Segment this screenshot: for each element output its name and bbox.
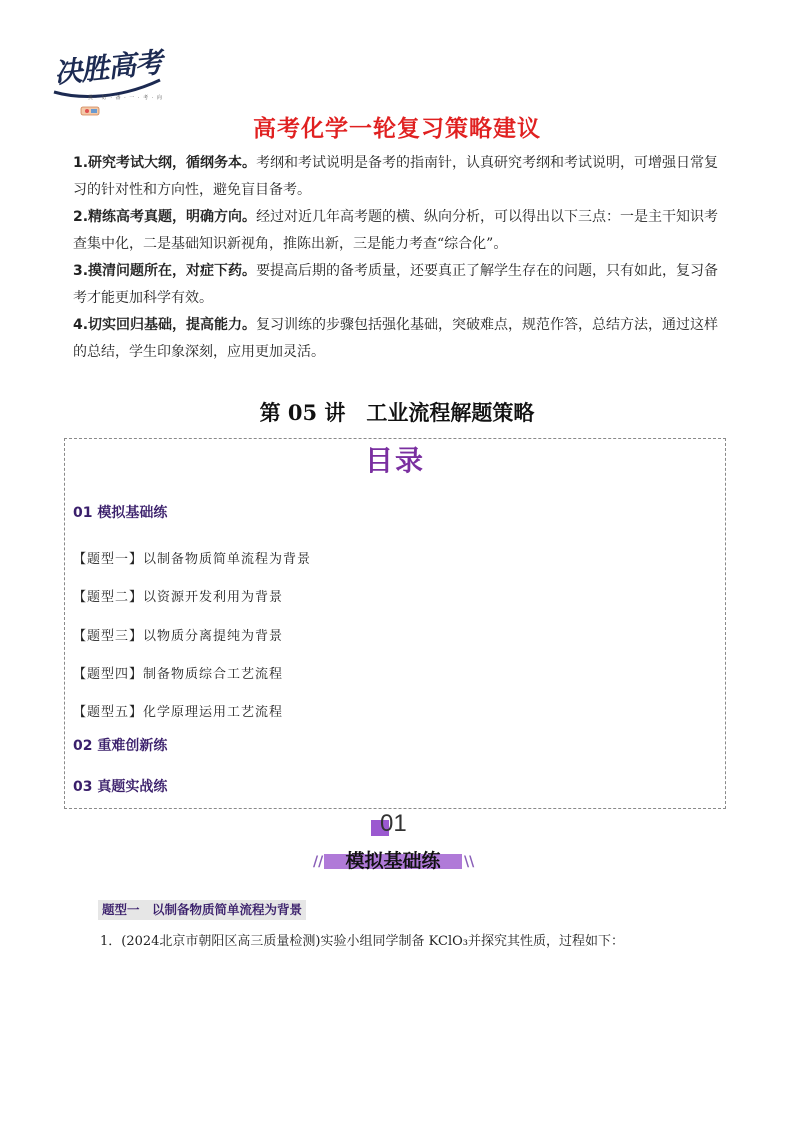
intro-paragraph-3 bbox=[73, 258, 725, 312]
section-right-slash-icon: \\ bbox=[464, 854, 475, 870]
logo-subtitle: 挑 · 好 · 备 · 一 · 考 · 向 bbox=[88, 95, 163, 101]
intro-heading-2: 2.精练高考真题，明确方向。 bbox=[73, 209, 257, 225]
lecture-number: 05 bbox=[287, 400, 318, 425]
toc-item-section-01[interactable]: 01 模拟基础练 bbox=[73, 505, 168, 521]
intro-text-3: 要提高后期的备考质量，还要真正了解学生存在的问题，只有如此，复习备考才能更加科学有效。 bbox=[73, 263, 719, 306]
intro-text-1: 考纲和考试说明是备考的指南针，认真研究考纲和考试说明，可增强日常复习的针对性和方向性，避免盲目备考。 bbox=[73, 155, 719, 198]
lecture-title bbox=[0, 397, 794, 427]
section-title-band bbox=[318, 846, 468, 872]
section-left-slash-icon: // bbox=[313, 854, 324, 870]
section-title: 模拟基础练 bbox=[345, 850, 441, 872]
toc-item-type-1[interactable]: 【题型一】以制备物质简单流程为背景 bbox=[73, 552, 312, 567]
intro-text-2: 经过对近几年高考题的横、纵向分析，可以得出以下三点：一是主干知识考查集中化，二是基础知识新视角，推陈出新，三是能力考查“综合化”。 bbox=[73, 209, 719, 252]
section-number: 01 bbox=[380, 810, 407, 837]
intro-section bbox=[73, 150, 725, 366]
intro-text-4: 复习训练的步骤包括强化基础，突破难点，规范作答，总结方法，通过这样的总结，学生印象深刻，应用更加灵活。 bbox=[73, 317, 719, 360]
table-of-contents bbox=[64, 438, 726, 809]
intro-heading-4: 4.切实回归基础，提高能力。 bbox=[73, 317, 257, 333]
toc-heading: 目录 bbox=[364, 444, 425, 477]
toc-item-section-02[interactable]: 02 重难创新练 bbox=[73, 738, 168, 754]
lecture-name: 讲 工业流程解题策略 bbox=[324, 401, 535, 425]
lecture-prefix: 第 bbox=[259, 401, 281, 425]
toc-item-type-3[interactable]: 【题型三】以物质分离提纯为背景 bbox=[73, 629, 284, 644]
intro-paragraph-1 bbox=[73, 150, 725, 204]
toc-item-type-5[interactable]: 【题型五】化学原理运用工艺流程 bbox=[73, 705, 284, 720]
intro-paragraph-4 bbox=[73, 312, 725, 366]
question-type-label: 题型一 以制备物质简单流程为背景 bbox=[98, 900, 306, 920]
intro-heading-1: 1.研究考试大纲，循纲务本。 bbox=[73, 155, 257, 171]
question-1: 1．(2024北京市朝阳区高三质量检测)实验小组同学制备 KClO₃并探究其性质，过程如下： bbox=[100, 934, 624, 949]
toc-item-section-03[interactable]: 03 真题实战练 bbox=[73, 779, 168, 795]
intro-paragraph-2 bbox=[73, 204, 725, 258]
toc-item-type-2[interactable]: 【题型二】以资源开发利用为背景 bbox=[73, 590, 284, 605]
intro-heading-3: 3.摸清问题所在，对症下药。 bbox=[73, 263, 257, 279]
logo-text: 决胜高考 bbox=[52, 45, 164, 90]
page-title: 高考化学一轮复习策略建议 bbox=[253, 116, 541, 142]
toc-item-type-4[interactable]: 【题型四】制备物质综合工艺流程 bbox=[73, 667, 284, 682]
